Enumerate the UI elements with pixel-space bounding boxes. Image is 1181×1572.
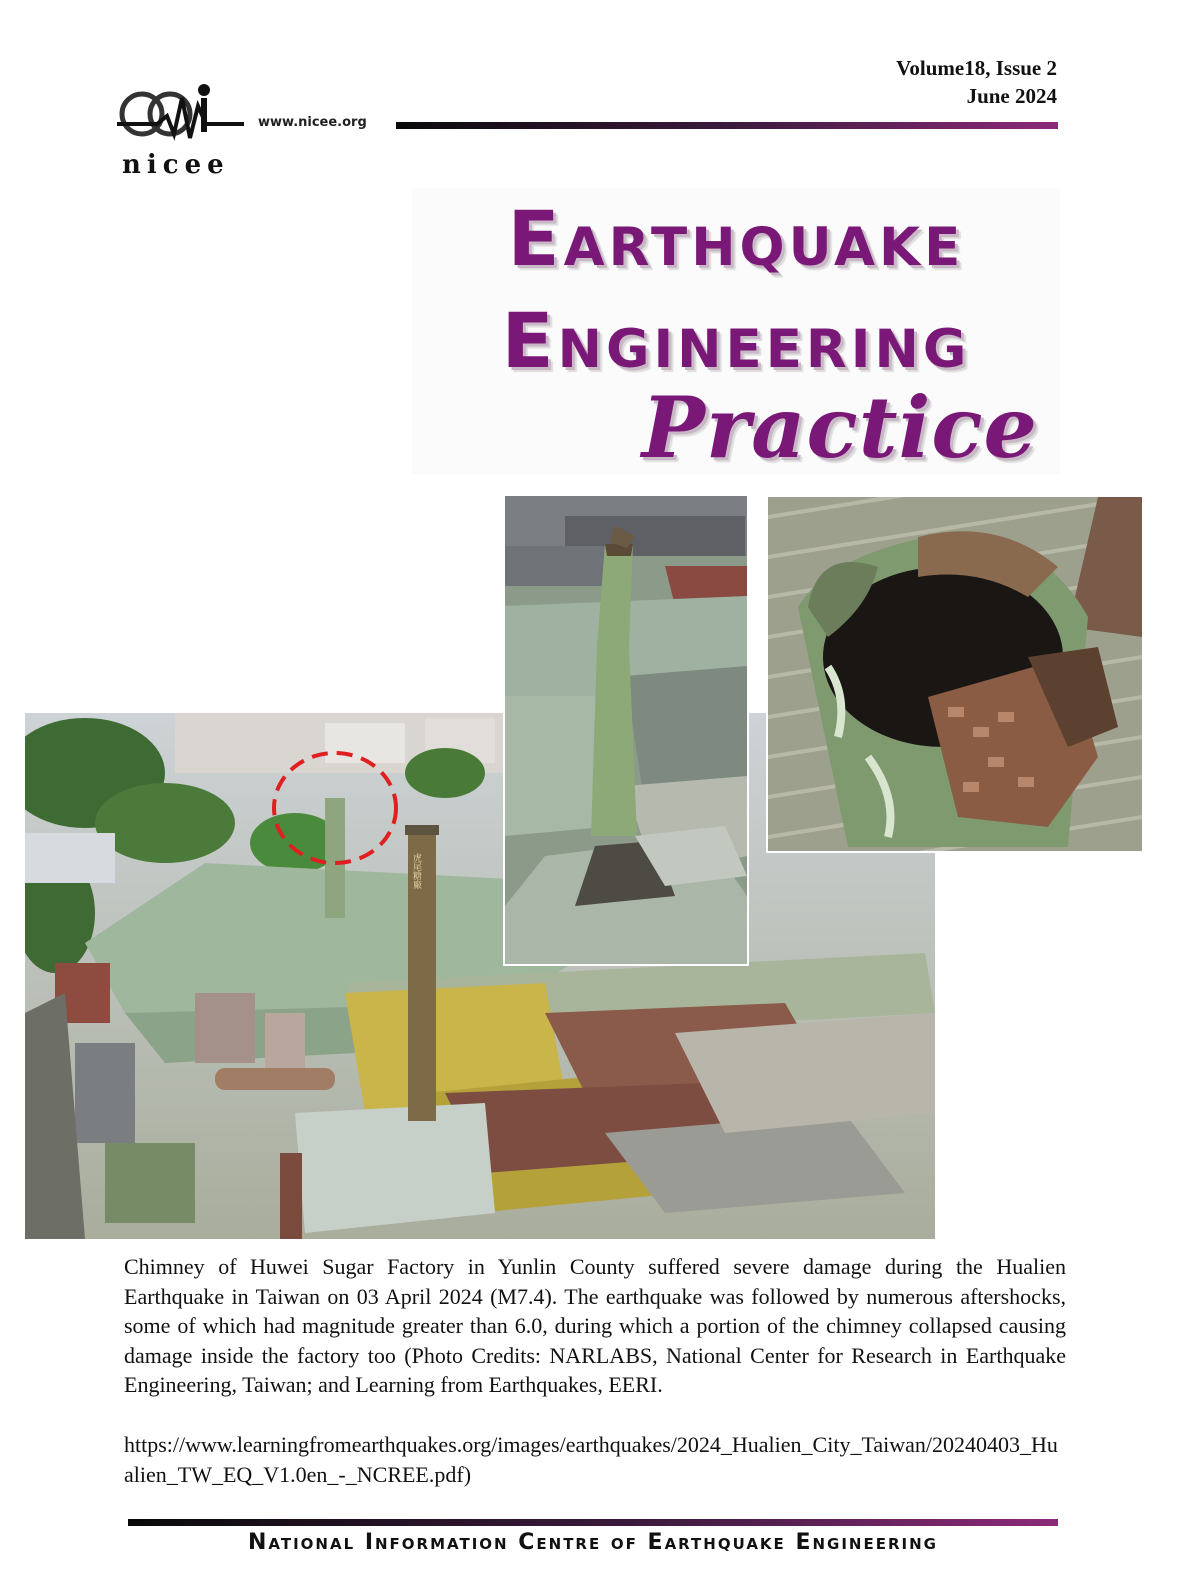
chimney-top-damage-photo [766, 495, 1144, 853]
footer-rule [128, 1519, 1058, 1526]
issue-date: June 2024 [966, 84, 1057, 108]
site-url: www.nicee.org [258, 115, 367, 130]
svg-text:虎尾糖廠: 虎尾糖廠 [411, 853, 421, 889]
masthead [412, 188, 1060, 477]
chimney-closeup-photo [503, 494, 749, 966]
nicee-logo [112, 76, 252, 186]
logo-wordmark: nicee [122, 150, 230, 180]
caption-source-link[interactable]: https://www.learningfromearthquakes.org/images/earthquakes/2024_Hualien_City_Taiwan/20240403_Hualien_TW_EQ_V1.0en_-_NCREE.pdf) [124, 1432, 1058, 1487]
header-rule [396, 122, 1058, 129]
issue-info [896, 54, 1057, 110]
masthead-line-2: Engineering [501, 296, 971, 385]
masthead-line-1: Earthquake [507, 194, 965, 283]
volume-issue: Volume18, Issue 2 [896, 56, 1057, 80]
masthead-line-3: Practice [641, 378, 1038, 477]
footer-title: National Information Centre of Earthquake Engineering [248, 1530, 938, 1555]
photo-caption: Chimney of Huwei Sugar Factory in Yunlin County suffered severe damage during the Hualien Earthquake in Taiwan on 03 April 2024 (M7.4). The earthquake was followed by numerous aftershocks, some of which had magnitude greater than 6.0, during which a portion of the chimney collapsed causing damage inside the factory too (Photo Credits: NARLABS, National Center for Research in Earthquake Engineering, Taiwan; and Learning from Earthquakes, EERI. [124, 1254, 1066, 1397]
